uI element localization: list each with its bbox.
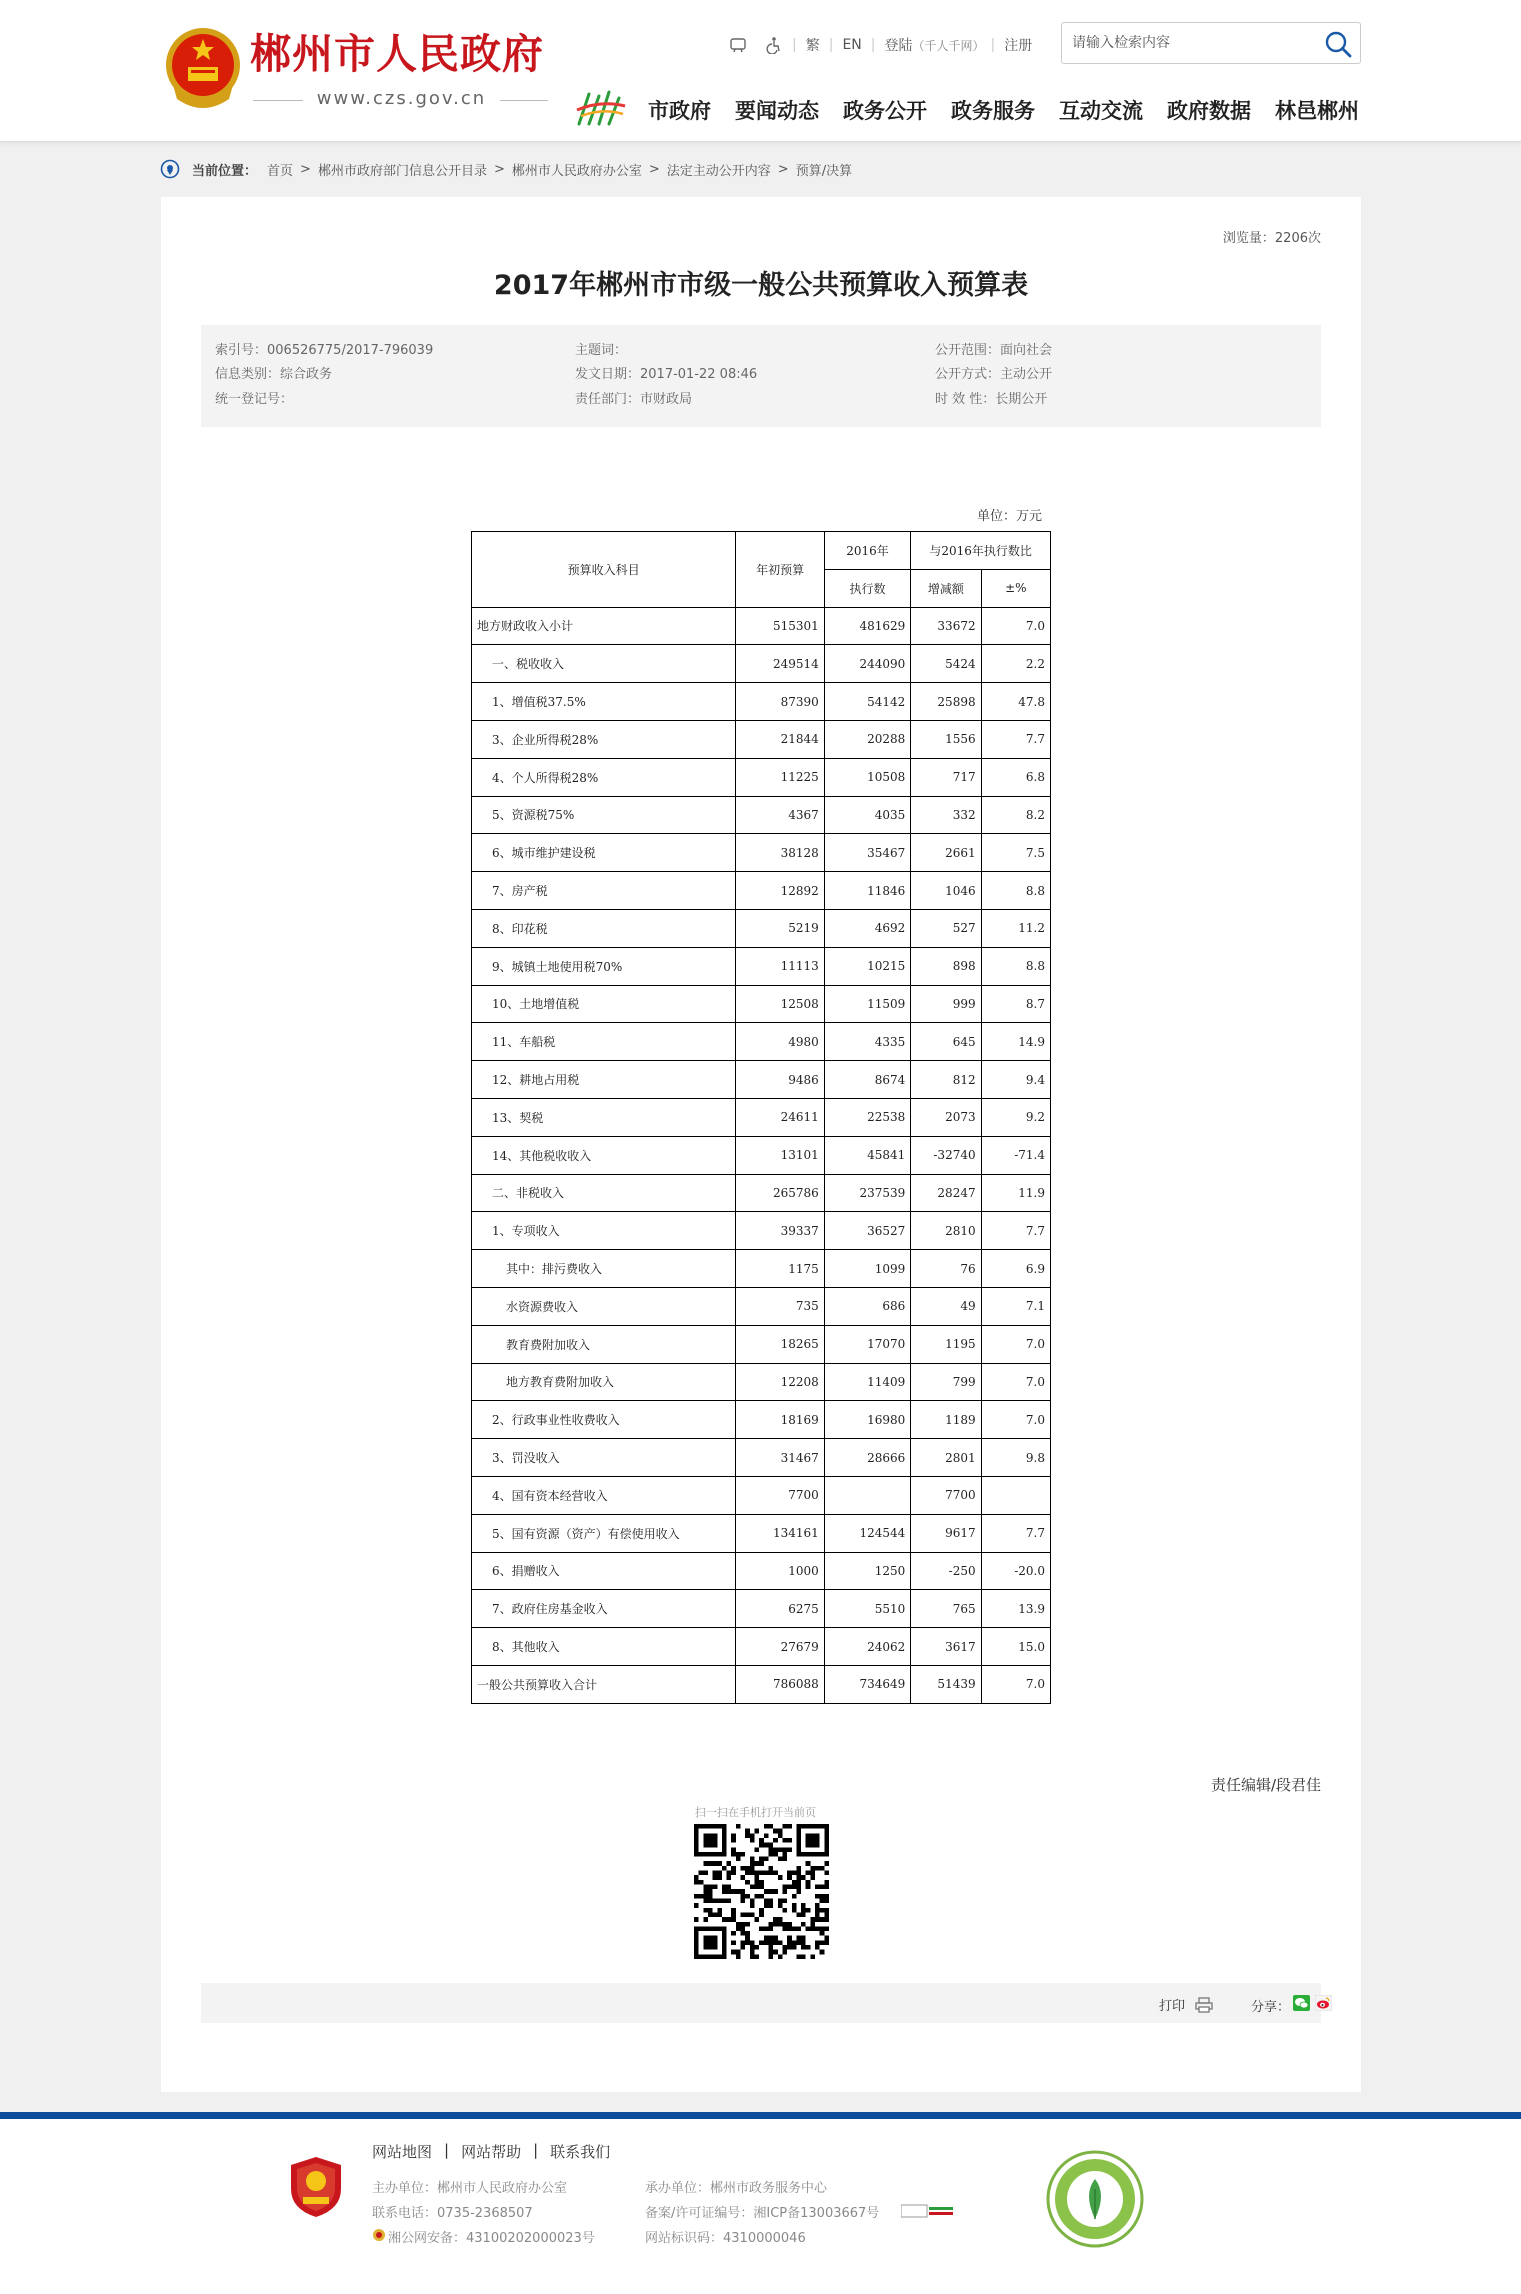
cell-item: 11、车船税 [472, 1023, 736, 1061]
cell-pct: 2.2 [981, 645, 1050, 683]
header-exec: 执行数 [824, 569, 910, 607]
qr-code [694, 1824, 829, 1959]
cell-item: 9、城镇土地使用税70% [472, 947, 736, 985]
cell-pct: 47.8 [981, 683, 1050, 721]
cell-budget: 21844 [736, 720, 824, 758]
cell-budget: 11225 [736, 758, 824, 796]
cell-diff: 2801 [911, 1439, 981, 1477]
cell-pct: -20.0 [981, 1552, 1050, 1590]
breadcrumb-separator: > [777, 161, 789, 177]
meta-dept: 责任部门：市财政局 [575, 392, 693, 407]
cell-exec: 17070 [824, 1325, 910, 1363]
cell-exec: 28666 [824, 1439, 910, 1477]
site-url: www.czs.gov.cn [316, 88, 487, 109]
cell-item: 7、房产税 [472, 872, 736, 910]
table-row [472, 834, 1051, 872]
nav-item-news[interactable]: 要闻动态 [735, 99, 819, 123]
table-row [472, 1136, 1051, 1174]
editor-credit: 责任编辑/段君佳 [1210, 1776, 1321, 1794]
cell-item: 一、税收收入 [472, 645, 736, 683]
nav-item-government[interactable]: 市政府 [648, 99, 711, 123]
cell-budget: 515301 [736, 607, 824, 645]
cell-budget: 735 [736, 1287, 824, 1325]
breadcrumb-home[interactable]: 首页 [267, 163, 294, 179]
header-item: 预算收入科目 [472, 532, 736, 608]
printer-icon [1195, 1997, 1213, 2013]
cell-budget: 1000 [736, 1552, 824, 1590]
cell-diff: 2661 [911, 834, 981, 872]
footer-phone: 联系电话：0735-2368507 [372, 2206, 533, 2221]
table-row [472, 1514, 1051, 1552]
cell-diff: -250 [911, 1552, 981, 1590]
footer-link-help[interactable]: 网站帮助 [461, 2143, 522, 2161]
cell-pct: 6.8 [981, 758, 1050, 796]
cell-exec: 1250 [824, 1552, 910, 1590]
share-label [1251, 1996, 1290, 2015]
table-row [472, 985, 1051, 1023]
cell-item: 13、契税 [472, 1098, 736, 1136]
cell-budget: 9486 [736, 1061, 824, 1099]
cell-pct: 7.7 [981, 1514, 1050, 1552]
cell-exec: 35467 [824, 834, 910, 872]
cell-pct: 7.0 [981, 1363, 1050, 1401]
cell-exec: 16980 [824, 1401, 910, 1439]
cell-item: 4、个人所得税28% [472, 758, 736, 796]
cell-item: 4、国有资本经营收入 [472, 1476, 736, 1514]
table-row [472, 645, 1051, 683]
cell-item: 5、国有资源（资产）有偿使用收入 [472, 1514, 736, 1552]
cell-pct: 7.1 [981, 1287, 1050, 1325]
table-row [472, 872, 1051, 910]
cell-item: 2、行政事业性收费收入 [472, 1401, 736, 1439]
cell-diff: -32740 [911, 1136, 981, 1174]
cell-exec [824, 1476, 910, 1514]
cell-exec: 686 [824, 1287, 910, 1325]
footer-site-code: 网站标识码：4310000046 [645, 2231, 806, 2246]
cell-diff: 527 [911, 909, 981, 947]
cell-pct: 8.7 [981, 985, 1050, 1023]
cell-diff: 812 [911, 1061, 981, 1099]
search-icon[interactable] [1324, 30, 1352, 58]
table-row [472, 1590, 1051, 1628]
cell-diff: 9617 [911, 1514, 981, 1552]
table-row [472, 1628, 1051, 1666]
nav-item-data[interactable]: 政府数据 [1167, 99, 1251, 123]
meta-reg-no: 统一登记号： [215, 392, 294, 407]
cell-exec: 11846 [824, 872, 910, 910]
footer-separator: | [533, 2141, 539, 2159]
cell-budget: 7700 [736, 1476, 824, 1514]
nav-item-services[interactable]: 政务服务 [951, 99, 1035, 123]
cell-item: 7、政府住房基金收入 [472, 1590, 736, 1628]
cell-budget: 11113 [736, 947, 824, 985]
table-row [472, 720, 1051, 758]
cell-exec: 244090 [824, 645, 910, 683]
cell-pct [981, 1476, 1050, 1514]
breadcrumb-office[interactable]: 郴州市人民政府办公室 [511, 163, 642, 179]
breadcrumb-budget[interactable]: 预算/决算 [795, 163, 853, 179]
table-row [472, 1287, 1051, 1325]
cell-item: 6、捐赠收入 [472, 1552, 736, 1590]
cell-item: 8、其他收入 [472, 1628, 736, 1666]
table-row [472, 796, 1051, 834]
header-budget: 年初预算 [736, 532, 824, 608]
cell-pct: 13.9 [981, 1590, 1050, 1628]
cell-budget: 6275 [736, 1590, 824, 1628]
cell-budget: 24611 [736, 1098, 824, 1136]
table-row [472, 1212, 1051, 1250]
top-toolbar: | 繁 | EN | 登陆 （千人千网） | 注册 [720, 34, 1041, 56]
breadcrumb [160, 158, 852, 180]
cell-item: 地方教育费附加收入 [472, 1363, 736, 1401]
breadcrumb-label: 当前位置： [192, 163, 258, 179]
cell-exec: 24062 [824, 1628, 910, 1666]
cell-diff: 645 [911, 1023, 981, 1061]
record-badge-icon [901, 2203, 953, 2219]
table-row [472, 1552, 1051, 1590]
cell-exec: 22538 [824, 1098, 910, 1136]
cell-budget: 786088 [736, 1665, 824, 1703]
footer-icp[interactable]: 备案/许可证编号：湘ICP备13003667号 [645, 2206, 880, 2221]
cell-item: 教育费附加收入 [472, 1325, 736, 1363]
article-container [161, 197, 1361, 2092]
nav-item-linyi-chenzhou[interactable]: 林邑郴州 [1275, 99, 1359, 123]
cell-budget: 249514 [736, 645, 824, 683]
cell-pct: 7.0 [981, 1665, 1050, 1703]
login-note: （千人千网） [912, 38, 985, 53]
table-row [472, 607, 1051, 645]
footer-divider [0, 2112, 1521, 2119]
breadcrumb-disclosure[interactable]: 法定主动公开内容 [666, 163, 771, 179]
cell-exec: 36527 [824, 1212, 910, 1250]
cell-exec: 8674 [824, 1061, 910, 1099]
cell-pct: 8.8 [981, 872, 1050, 910]
cell-item: 12、耕地占用税 [472, 1061, 736, 1099]
cell-budget: 87390 [736, 683, 824, 721]
article-meta [201, 325, 1321, 427]
register-link[interactable]: 注册 [1004, 38, 1033, 54]
cell-exec: 20288 [824, 720, 910, 758]
header-compare: 与2016年执行数比 [911, 532, 1051, 570]
login-link[interactable]: 登陆 [884, 38, 913, 54]
civilization-city-badge[interactable] [1045, 2149, 1145, 2249]
table-row [472, 1023, 1051, 1061]
main-nav [648, 95, 1359, 125]
table-row [472, 909, 1051, 947]
police-badge-icon [372, 2228, 386, 2242]
cell-exec: 5510 [824, 1590, 910, 1628]
cell-diff: 898 [911, 947, 981, 985]
cell-budget: 134161 [736, 1514, 824, 1552]
cell-exec: 10508 [824, 758, 910, 796]
breadcrumb-directory[interactable]: 郴州市政府部门信息公开目录 [317, 163, 487, 179]
cell-exec: 45841 [824, 1136, 910, 1174]
cell-pct: 9.8 [981, 1439, 1050, 1477]
cell-item: 1、增值税37.5% [472, 683, 736, 721]
meta-index-no: 索引号：006526775/2017-796039 [215, 343, 434, 358]
location-icon [160, 159, 180, 179]
footer-link-sitemap[interactable]: 网站地图 [372, 2143, 433, 2161]
cell-pct: 8.2 [981, 796, 1050, 834]
cell-exec: 10215 [824, 947, 910, 985]
cell-diff: 799 [911, 1363, 981, 1401]
divider [500, 100, 548, 101]
table-row [472, 1439, 1051, 1477]
cell-pct: 15.0 [981, 1628, 1050, 1666]
meta-method: 公开方式：主动公开 [935, 367, 1053, 382]
cell-diff: 717 [911, 758, 981, 796]
footer-host: 主办单位：郴州市人民政府办公室 [372, 2181, 568, 2196]
header-diff: 增减额 [911, 569, 981, 607]
site-header [0, 0, 1521, 142]
cell-diff: 2073 [911, 1098, 981, 1136]
cell-pct: 7.0 [981, 1401, 1050, 1439]
cell-budget: 27679 [736, 1628, 824, 1666]
cell-exec: 4035 [824, 796, 910, 834]
table-row [472, 1665, 1051, 1703]
cell-item: 二、非税收入 [472, 1174, 736, 1212]
table-row [472, 758, 1051, 796]
cell-item: 3、罚没收入 [472, 1439, 736, 1477]
footer-police[interactable]: 湘公网安备：43100202000023号 [388, 2231, 595, 2246]
cell-exec: 54142 [824, 683, 910, 721]
site-name[interactable]: 郴州市人民政府 [250, 30, 544, 78]
header-exec-year: 2016年 [824, 532, 910, 570]
cell-diff: 76 [911, 1250, 981, 1288]
cell-diff: 7700 [911, 1476, 981, 1514]
party-gov-badge[interactable] [289, 2155, 343, 2219]
wechat-icon[interactable] [1293, 1995, 1310, 2011]
cell-diff: 33672 [911, 607, 981, 645]
search-input[interactable] [1072, 31, 1312, 55]
table-unit: 单位：万元 [977, 509, 1043, 524]
cell-budget: 12892 [736, 872, 824, 910]
english-link[interactable]: EN [842, 37, 862, 53]
budget-table [471, 531, 1051, 1704]
footer-separator: | [444, 2141, 450, 2159]
cell-pct: 7.7 [981, 1212, 1050, 1250]
breadcrumb-separator: > [648, 161, 660, 177]
cell-budget: 18265 [736, 1325, 824, 1363]
meta-category: 信息类别：综合政务 [215, 367, 333, 382]
cell-item: 5、资源税75% [472, 796, 736, 834]
footer-organizer: 承办单位：郴州市政务服务中心 [645, 2181, 828, 2196]
cell-exec: 4692 [824, 909, 910, 947]
cell-pct: 9.4 [981, 1061, 1050, 1099]
meta-subject: 主题词： [575, 343, 628, 358]
table-row [472, 947, 1051, 985]
cell-diff: 1195 [911, 1325, 981, 1363]
cell-pct: 14.9 [981, 1023, 1050, 1061]
accessibility-icon[interactable] [729, 36, 747, 54]
print-button[interactable] [1159, 1995, 1213, 2014]
cell-diff: 25898 [911, 683, 981, 721]
cell-budget: 4367 [736, 796, 824, 834]
table-row [472, 683, 1051, 721]
cell-pct: 7.0 [981, 1325, 1050, 1363]
cell-pct: 11.9 [981, 1174, 1050, 1212]
cell-pct: 9.2 [981, 1098, 1050, 1136]
cell-budget: 13101 [736, 1136, 824, 1174]
national-emblem-logo[interactable] [163, 25, 243, 111]
cell-budget: 39337 [736, 1212, 824, 1250]
share-bar [201, 1983, 1321, 2023]
cell-item: 1、专项收入 [472, 1212, 736, 1250]
cell-diff: 3617 [911, 1628, 981, 1666]
footer-link-contact[interactable]: 联系我们 [550, 2143, 611, 2161]
footer-links [372, 2141, 610, 2162]
cell-item: 地方财政收入小计 [472, 607, 736, 645]
cell-diff: 49 [911, 1287, 981, 1325]
cell-exec: 124544 [824, 1514, 910, 1552]
cell-diff: 332 [911, 796, 981, 834]
table-row [472, 1061, 1051, 1099]
print-label: 打印 [1159, 1999, 1186, 2014]
article-title: 2017年郴州市市级一般公共预算收入预算表 [493, 270, 1029, 301]
cell-budget: 4980 [736, 1023, 824, 1061]
cell-diff: 1046 [911, 872, 981, 910]
cell-pct: 7.7 [981, 720, 1050, 758]
meta-date: 发文日期：2017-01-22 08:46 [575, 367, 758, 382]
cell-diff: 765 [911, 1590, 981, 1628]
cell-diff: 1556 [911, 720, 981, 758]
cell-diff: 5424 [911, 645, 981, 683]
cell-item: 14、其他税收收入 [472, 1136, 736, 1174]
cell-diff: 1189 [911, 1401, 981, 1439]
wheelchair-icon[interactable] [765, 36, 783, 54]
site-footer [0, 2119, 1521, 2294]
cell-pct: 6.9 [981, 1250, 1050, 1288]
cell-budget: 18169 [736, 1401, 824, 1439]
cell-item: 10、土地增值税 [472, 985, 736, 1023]
view-count: 浏览量：2206次 [1222, 231, 1321, 246]
cell-diff: 2810 [911, 1212, 981, 1250]
cell-budget: 265786 [736, 1174, 824, 1212]
cell-item: 其中：排污费收入 [472, 1250, 736, 1288]
cell-exec: 1099 [824, 1250, 910, 1288]
cell-exec: 734649 [824, 1665, 910, 1703]
cell-diff: 28247 [911, 1174, 981, 1212]
breadcrumb-separator: > [493, 161, 505, 177]
cell-item: 8、印花税 [472, 909, 736, 947]
cell-diff: 999 [911, 985, 981, 1023]
cell-pct: 8.8 [981, 947, 1050, 985]
share-text: 分享： [1251, 2000, 1291, 2015]
cell-pct: 7.0 [981, 607, 1050, 645]
cell-budget: 38128 [736, 834, 824, 872]
table-row [472, 1476, 1051, 1514]
search-box [1061, 22, 1361, 64]
cell-budget: 1175 [736, 1250, 824, 1288]
qr-caption: 扫一扫在手机打开当前页 [695, 1806, 816, 1819]
cell-exec: 11409 [824, 1363, 910, 1401]
cell-exec: 237539 [824, 1174, 910, 1212]
table-row [472, 1098, 1051, 1136]
header-pct: ±% [981, 569, 1050, 607]
cell-item: 水资源费收入 [472, 1287, 736, 1325]
cell-pct: 7.5 [981, 834, 1050, 872]
table-body [472, 607, 1051, 1703]
traditional-chinese-link[interactable]: 繁 [805, 38, 820, 54]
cell-item: 3、企业所得税28% [472, 720, 736, 758]
nav-item-open-affairs[interactable]: 政务公开 [843, 99, 927, 123]
cell-exec: 11509 [824, 985, 910, 1023]
cell-budget: 12208 [736, 1363, 824, 1401]
cell-exec: 481629 [824, 607, 910, 645]
cell-budget: 5219 [736, 909, 824, 947]
table-row [472, 1363, 1051, 1401]
meta-scope: 公开范围：面向社会 [935, 343, 1053, 358]
breadcrumb-separator: > [300, 161, 311, 177]
nav-item-interaction[interactable]: 互动交流 [1059, 99, 1143, 123]
weibo-icon[interactable] [1315, 1995, 1332, 2011]
table-row [472, 1174, 1051, 1212]
meta-validity: 时 效 性：长期公开 [935, 392, 1048, 407]
cell-pct: -71.4 [981, 1136, 1050, 1174]
nav-decoration-logo [575, 88, 627, 128]
cell-exec: 4335 [824, 1023, 910, 1061]
table-row [472, 1250, 1051, 1288]
table-row [472, 1325, 1051, 1363]
cell-item: 6、城市维护建设税 [472, 834, 736, 872]
cell-item: 一般公共预算收入合计 [472, 1665, 736, 1703]
cell-pct: 11.2 [981, 909, 1050, 947]
cell-budget: 12508 [736, 985, 824, 1023]
cell-budget: 31467 [736, 1439, 824, 1477]
cell-diff: 51439 [911, 1665, 981, 1703]
table-row [472, 1401, 1051, 1439]
